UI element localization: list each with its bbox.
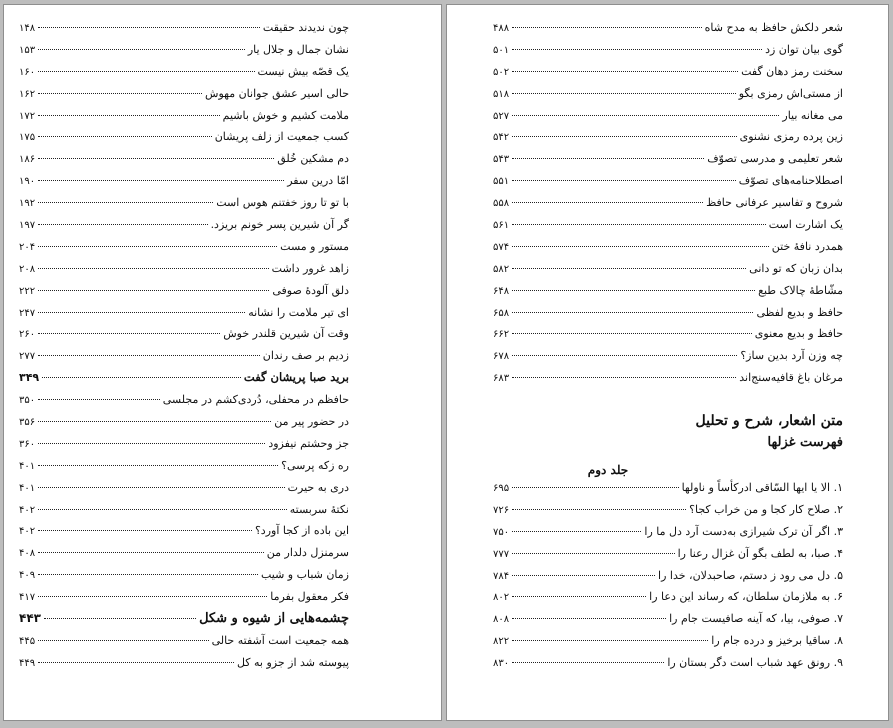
- dot-leader: [38, 487, 285, 488]
- page-number: ۳۵۶: [19, 417, 36, 429]
- entry-title: ۹. رونق عهد شباب است دگر بستان را: [667, 656, 843, 670]
- entry-title: اصطلاحنامه‌های تصوّف: [738, 174, 843, 188]
- entry-title: در حضور پیر من: [274, 415, 349, 429]
- ghazal-list: [493, 477, 843, 674]
- toc-entry[interactable]: [493, 83, 843, 105]
- volume-title: جلد دوم: [587, 463, 629, 477]
- dot-leader: [512, 246, 769, 247]
- entry-title: ۶. به ملازمان سلطان، که رساند این دعا را: [649, 590, 843, 604]
- entry-title: حافظ و بدیع لفظی: [756, 305, 843, 319]
- entry-title: مستور و مست: [280, 239, 349, 253]
- entry-title: با تو تا روز خفتنم هوس است: [216, 196, 349, 210]
- toc-entry[interactable]: [19, 105, 349, 127]
- dot-leader: [512, 487, 678, 488]
- page-number: ۱۴۸: [19, 23, 36, 34]
- dot-leader: [512, 71, 738, 72]
- toc-entry[interactable]: [493, 521, 843, 543]
- toc-entry[interactable]: [493, 565, 843, 587]
- toc-entry[interactable]: [493, 126, 843, 148]
- page-number: ۲۲۲: [19, 285, 36, 297]
- page-number: ۴۰۱: [19, 460, 36, 472]
- page-number: ۴۰۸: [19, 548, 36, 560]
- dot-leader: [38, 355, 260, 356]
- entry-title: مرغان باغ قافیه‌سنج‌اند: [739, 371, 843, 385]
- entry-title: ۱. الا یا ایها السّاقی ادرکأساً و ناولها: [681, 481, 843, 494]
- entry-title: ۸. ساقیا برخیز و درده جام را: [711, 634, 843, 648]
- entry-title: ره زکه پرسی؟: [281, 458, 349, 472]
- section-title: متن اشعار، شرح و تحلیل: [695, 413, 843, 429]
- page-number: ۱۹۰: [19, 176, 36, 188]
- toc-entry[interactable]: [19, 214, 349, 236]
- entry-title: زمان شباب و شیب: [260, 568, 349, 582]
- page-number: ۷۷۷: [493, 548, 510, 560]
- page-number: ۶۷۸: [493, 351, 510, 363]
- toc-entry[interactable]: [493, 236, 843, 258]
- toc-entry[interactable]: [19, 323, 349, 345]
- dot-leader: [512, 333, 752, 334]
- dot-leader: [38, 465, 278, 466]
- dot-leader: [512, 662, 664, 663]
- entry-title: همه جمعیت است آشفته حالی: [211, 633, 349, 647]
- toc-entry[interactable]: [19, 389, 349, 411]
- page-number: ۶۵۸: [493, 307, 510, 319]
- page-number: ۲۰۸: [19, 263, 36, 275]
- page-number: ۱۶۲: [19, 88, 36, 100]
- dot-leader: [512, 158, 704, 159]
- page-number: ۵۰۲: [493, 66, 510, 78]
- toc-entry[interactable]: [19, 170, 349, 192]
- toc-entry[interactable]: [19, 126, 349, 148]
- entry-title: سخنت رمز دهان گفت: [741, 64, 843, 78]
- page-number: ۵۱۸: [493, 88, 510, 100]
- page-number: ۴۰۱: [19, 482, 36, 494]
- page-number: ۴۰۲: [19, 526, 36, 538]
- toc-entry[interactable]: [19, 39, 349, 61]
- page-number: ۱۷۵: [19, 132, 36, 144]
- entry-title: چون ندیدند حقیقت: [262, 21, 349, 34]
- toc-entry[interactable]: [19, 608, 349, 630]
- page-number: ۸۲۲: [493, 636, 510, 648]
- dot-leader: [38, 49, 245, 50]
- entry-title: ای تیر ملامت را نشانه: [248, 305, 349, 319]
- entry-title: حالی اسیر عشق جوانان مهوش: [205, 86, 349, 100]
- toc-entry[interactable]: [19, 455, 349, 477]
- entry-title: زین پرده رمزی نشنوی: [739, 130, 843, 144]
- dot-leader: [512, 290, 755, 291]
- entry-title: ۴. صبا، به لطف بگو آن غزال رعنا را: [677, 546, 843, 560]
- toc-entry[interactable]: [493, 280, 843, 302]
- toc-entry[interactable]: [19, 280, 349, 302]
- page-number: ۵۴۳: [493, 154, 510, 166]
- page-number: ۵۶۱: [493, 220, 510, 232]
- toc-entry[interactable]: [19, 367, 349, 389]
- toc-entry[interactable]: [493, 630, 843, 652]
- dot-leader: [44, 618, 196, 619]
- page-number: ۳۴۹: [19, 371, 40, 385]
- dot-leader: [512, 618, 666, 619]
- dot-leader: [512, 115, 779, 116]
- page-number: ۵۷۴: [493, 241, 510, 253]
- dot-leader: [512, 268, 746, 269]
- entry-title: ۳. اگر آن ترک شیرازی به‌دست آرد دل ما را: [644, 524, 843, 538]
- dot-leader: [38, 574, 258, 575]
- dot-leader: [38, 268, 269, 269]
- page-number: ۸۰۸: [493, 614, 510, 626]
- page-number: ۵۵۱: [493, 176, 510, 188]
- dot-leader: [38, 136, 212, 137]
- right-toc-list: [493, 17, 843, 389]
- page-number: ۶۴۸: [493, 285, 510, 297]
- toc-entry[interactable]: [19, 433, 349, 455]
- toc-entry[interactable]: [19, 17, 349, 39]
- entry-title: نشان جمال و جلال یار: [247, 42, 349, 56]
- page-number: ۷۵۰: [493, 526, 510, 538]
- dot-leader: [38, 246, 277, 247]
- toc-entry[interactable]: [493, 608, 843, 630]
- entry-title: شعر تعلیمی و مدرسی تصوّف: [707, 152, 843, 166]
- toc-entry[interactable]: [493, 345, 843, 367]
- toc-entry[interactable]: [19, 542, 349, 564]
- dot-leader: [512, 575, 655, 576]
- toc-entry[interactable]: [493, 17, 843, 39]
- dot-leader: [512, 312, 753, 313]
- page-number: ۴۰۲: [19, 504, 36, 516]
- toc-entry[interactable]: [493, 148, 843, 170]
- entry-title: گر آن شیرین پسر خونم بریزد.: [210, 218, 349, 232]
- toc-entry[interactable]: [19, 411, 349, 433]
- dot-leader: [512, 553, 674, 554]
- dot-leader: [38, 333, 220, 334]
- page-number: ۴۴۳: [19, 611, 41, 626]
- dot-leader: [512, 93, 736, 94]
- dot-leader: [38, 662, 234, 663]
- dot-leader: [38, 93, 202, 94]
- toc-entry[interactable]: [19, 652, 349, 674]
- page-number: ۲۷۷: [19, 351, 36, 363]
- page-number: ۱۷۲: [19, 110, 36, 122]
- left-page: [3, 4, 442, 721]
- right-page: [446, 4, 889, 721]
- entry-title: گوی بیان توان زد: [765, 42, 843, 56]
- toc-entry[interactable]: [19, 630, 349, 652]
- entry-title: وقت آن شیرین قلندر خوش: [223, 327, 349, 341]
- entry-title: حافظ و بدیع معنوی: [754, 327, 843, 341]
- page-number: ۵۴۲: [493, 132, 510, 144]
- dot-leader: [512, 509, 686, 510]
- entry-title: جز وحشتم نیفزود: [268, 436, 349, 450]
- entry-title: یک قصّه بیش نیست: [257, 64, 349, 78]
- page-number: ۸۳۰: [493, 658, 510, 670]
- page-number: ۶۹۵: [493, 483, 510, 494]
- page-number: ۲۴۷: [19, 307, 36, 319]
- page-number: ۵۰۱: [493, 44, 510, 56]
- toc-entry[interactable]: [19, 148, 349, 170]
- dot-leader: [42, 377, 241, 378]
- dot-leader: [512, 355, 737, 356]
- entry-title: زاهد غرور داشت: [271, 261, 349, 275]
- page-number: ۱۶۰: [19, 66, 36, 78]
- dot-leader: [38, 421, 271, 422]
- entry-title: برید صبا پریشان گفت: [243, 370, 349, 385]
- toc-entry[interactable]: [19, 236, 349, 258]
- toc-entry[interactable]: [19, 258, 349, 280]
- toc-entry[interactable]: [493, 105, 843, 127]
- toc-entry[interactable]: [19, 83, 349, 105]
- entry-title: ۵. دل می رود ز دستم، صاحبدلان، خدا را: [658, 568, 843, 582]
- page-number: ۷۲۶: [493, 504, 510, 516]
- entry-title: از مستی‌اش رمزی بگو: [738, 86, 843, 100]
- dot-leader: [38, 640, 208, 641]
- entry-title: شعر دلکش حافظ به مدح شاه: [704, 21, 843, 34]
- dot-leader: [38, 224, 207, 225]
- toc-entry[interactable]: [493, 586, 843, 608]
- dot-leader: [38, 115, 220, 116]
- page-number: ۵۲۷: [493, 110, 510, 122]
- toc-entry[interactable]: [493, 499, 843, 521]
- page-number: ۴۴۵: [19, 635, 36, 647]
- dot-leader: [38, 530, 252, 531]
- toc-entry[interactable]: [493, 323, 843, 345]
- dot-leader: [512, 180, 736, 181]
- page-number: ۳۵۰: [19, 395, 36, 407]
- dot-leader: [38, 180, 284, 181]
- toc-entry[interactable]: [19, 477, 349, 499]
- toc-entry[interactable]: [19, 61, 349, 83]
- dot-leader: [38, 399, 160, 400]
- page-number: ۲۶۰: [19, 329, 36, 341]
- page-number: ۱۹۷: [19, 220, 36, 232]
- page-number: ۸۰۲: [493, 592, 510, 604]
- entry-title: این باده از کجا آورد؟: [254, 524, 349, 538]
- toc-entry[interactable]: [493, 652, 843, 674]
- dot-leader: [38, 202, 213, 203]
- dot-leader: [38, 552, 264, 553]
- dot-leader: [512, 136, 736, 137]
- toc-entry[interactable]: [19, 302, 349, 324]
- page-number: ۴۴۹: [19, 657, 36, 669]
- entry-title: کسب جمعیت از زلف پریشان: [214, 130, 349, 144]
- toc-entry[interactable]: [493, 302, 843, 324]
- dot-leader: [38, 312, 245, 313]
- dot-leader: [512, 49, 762, 50]
- dot-leader: [38, 27, 260, 28]
- entry-title: امّا درین سفر: [287, 174, 349, 188]
- dot-leader: [38, 290, 269, 291]
- dot-leader: [512, 27, 702, 28]
- entry-title: فکر معقول بفرما: [270, 590, 349, 604]
- toc-entry[interactable]: [493, 170, 843, 192]
- dot-leader: [512, 640, 708, 641]
- page-number: ۵۸۲: [493, 263, 510, 275]
- dot-leader: [38, 71, 254, 72]
- entry-title: نکتهٔ سربسته: [289, 502, 349, 516]
- entry-title: می مغانه بیار: [782, 108, 843, 122]
- entry-title: ۷. صوفی، بیا، که آینه صافیست جام را: [669, 612, 843, 626]
- toc-entry[interactable]: [493, 61, 843, 83]
- dot-leader: [512, 596, 646, 597]
- entry-title: حافظم در محفلی، دُردی‌کشم در مجلسی: [162, 393, 349, 407]
- dot-leader: [512, 224, 766, 225]
- entry-title: ۲. صلاح کار کجا و من خراب کجا؟: [689, 502, 843, 516]
- entry-title: دم مشکین خُلق: [277, 152, 349, 166]
- page-number: ۳۶۰: [19, 438, 36, 450]
- entry-title: چه وزن آرد بدین ساز؟: [740, 349, 843, 363]
- entry-title: پیوسته شد از جزو به کل: [236, 655, 349, 669]
- page-number: ۶۶۲: [493, 329, 510, 341]
- dot-leader: [38, 158, 274, 159]
- entry-title: ملامت کشیم و خوش باشیم: [222, 108, 349, 122]
- entry-title: همدرد نافهٔ ختن: [771, 239, 843, 253]
- dot-leader: [512, 531, 641, 532]
- dot-leader: [38, 596, 267, 597]
- page-number: ۶۸۳: [493, 373, 510, 385]
- page-number: ۴۸۸: [493, 23, 510, 34]
- toc-entry[interactable]: [493, 367, 843, 389]
- entry-title: زدیم بر صف رندان: [262, 349, 349, 363]
- section-headings: [493, 410, 843, 480]
- entry-title: مشّاطهٔ چالاک طبع: [758, 283, 843, 297]
- page-number: ۴۰۹: [19, 570, 36, 582]
- toc-entry[interactable]: [19, 499, 349, 521]
- page-number: ۷۸۴: [493, 570, 510, 582]
- toc-entry[interactable]: [493, 477, 843, 499]
- page-number: ۱۹۲: [19, 198, 36, 210]
- toc-entry[interactable]: [19, 192, 349, 214]
- page-number: ۱۵۳: [19, 44, 36, 56]
- toc-entry[interactable]: [493, 214, 843, 236]
- entry-title: چشمه‌هایی از شیوه و شکل: [199, 611, 349, 627]
- toc-entry[interactable]: [493, 258, 843, 280]
- dot-leader: [38, 509, 287, 510]
- page-number: ۲۰۴: [19, 241, 36, 253]
- page-number: ۵۵۸: [493, 198, 510, 210]
- page-number: ۴۱۷: [19, 592, 36, 604]
- dot-leader: [512, 202, 703, 203]
- entry-title: یک اشارت است: [768, 218, 843, 232]
- toc-entry[interactable]: [493, 39, 843, 61]
- dot-leader: [38, 443, 265, 444]
- entry-title: شروح و تفاسیر عرفانی حافظ: [706, 196, 843, 210]
- toc-entry[interactable]: [493, 192, 843, 214]
- toc-entry[interactable]: [19, 586, 349, 608]
- dot-leader: [512, 377, 736, 378]
- entry-title: بدان زبان که تو دانی: [749, 261, 843, 275]
- toc-entry[interactable]: [19, 564, 349, 586]
- left-toc-list: [19, 17, 349, 674]
- toc-entry[interactable]: [493, 543, 843, 565]
- entry-title: دلق آلودهٔ صوفی: [272, 283, 349, 297]
- entry-title: سرمنزل دلدار من: [266, 546, 349, 560]
- toc-entry[interactable]: [19, 345, 349, 367]
- page-number: ۱۸۶: [19, 154, 36, 166]
- entry-title: دری به حیرت: [287, 480, 349, 494]
- toc-entry[interactable]: [19, 520, 349, 542]
- subsection-title: فهرست غزلها: [767, 435, 843, 450]
